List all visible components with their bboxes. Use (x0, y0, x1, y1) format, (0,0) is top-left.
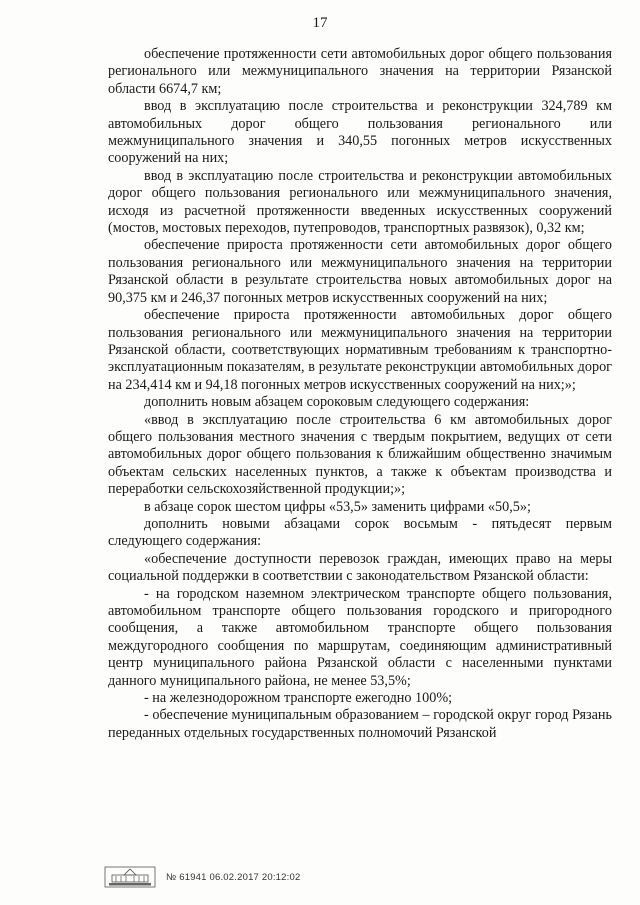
paragraph: в абзаце сорок шестом цифры «53,5» заменить цифрами «50,5»; (144, 498, 531, 515)
document-body (108, 46, 612, 742)
government-building-stamp-icon (104, 866, 156, 888)
paragraph: «ввод в эксплуатацию после строительства 6 км автомобильных дорог общего пользования местного значения с твердым покрытием, ведущих от сети автомобильных дорог общего пользования к ближайшим общественно значимым объектам сельских населенных пунктов, а также к объектам производства и переработки сельскохозяйственной продукции;»; (108, 411, 612, 498)
paragraph: - обеспечение муниципальным образованием – городской округ город Рязань переданных отдельных государственных полномочий Рязанской (108, 707, 612, 741)
paragraph: «обеспечение доступности перевозок граждан, имеющих право на меры социальной поддержки в соответствии с законодательством Рязанской области: (108, 550, 612, 585)
paragraph: дополнить новым абзацем сороковым следующего содержания: (144, 394, 530, 411)
paragraph: - на городском наземном электрическом транспорте общего пользования, автомобильном транспорте общего пользования городского и пригородного сообщения, а также автомобильном транспорте общего пользования междугородного сообщения по маршрутам, соединяющим административный центр муниципального района Рязанской области с населенными пунктами данного муниципального района, не менее 53,5%; (108, 585, 612, 689)
paragraph: ввод в эксплуатацию после строительства и реконструкции автомобильных дорог общего пользования регионального или межмуниципального значения, исходя из расчетной протяженности введенных искусственных сооружений (мостов, мостовых переходов, путепроводов, транспортных развязок), 0,32 км; (108, 167, 612, 237)
paragraph: дополнить новыми абзацами сорок восьмым - пятьдесят первым следующего содержания: (108, 515, 612, 550)
paragraph: обеспечение протяженности сети автомобильных дорог общего пользования регионального или межмуниципального значения на территории Рязанской области 6674,7 км; (108, 46, 612, 97)
paragraph: обеспечение прироста протяженности сети автомобильных дорог общего пользования регионального или межмуниципального значения на территории Рязанской области в результате строительства новых автомобильных дорог на 90,375 км и 246,37 погонных метров искусственных сооружений на них; (108, 237, 612, 306)
document-footer (104, 866, 300, 888)
paragraph: ввод в эксплуатацию после строительства и реконструкции 324,789 км автомобильных дорог общего пользования регионального или межмуниципального значения и 340,55 погонных метров искусственных сооружений на них; (108, 98, 612, 167)
page-number: 17 (312, 15, 328, 31)
paragraph: обеспечение прироста протяженности автомобильных дорог общего пользования регионального или межмуниципального значения на территории Рязанской области, соответствующих нормативным требованиям к транспортно-эксплуатационным показателям, в результате реконструкции автомобильных дорог на 234,414 км и 94,18 погонных метров искусственных сооружений на них;»; (108, 307, 612, 393)
paragraph: - на железнодорожном транспорте ежегодно 100%; (144, 690, 453, 707)
registration-number: № 61941 06.02.2017 20:12:02 (166, 871, 301, 883)
